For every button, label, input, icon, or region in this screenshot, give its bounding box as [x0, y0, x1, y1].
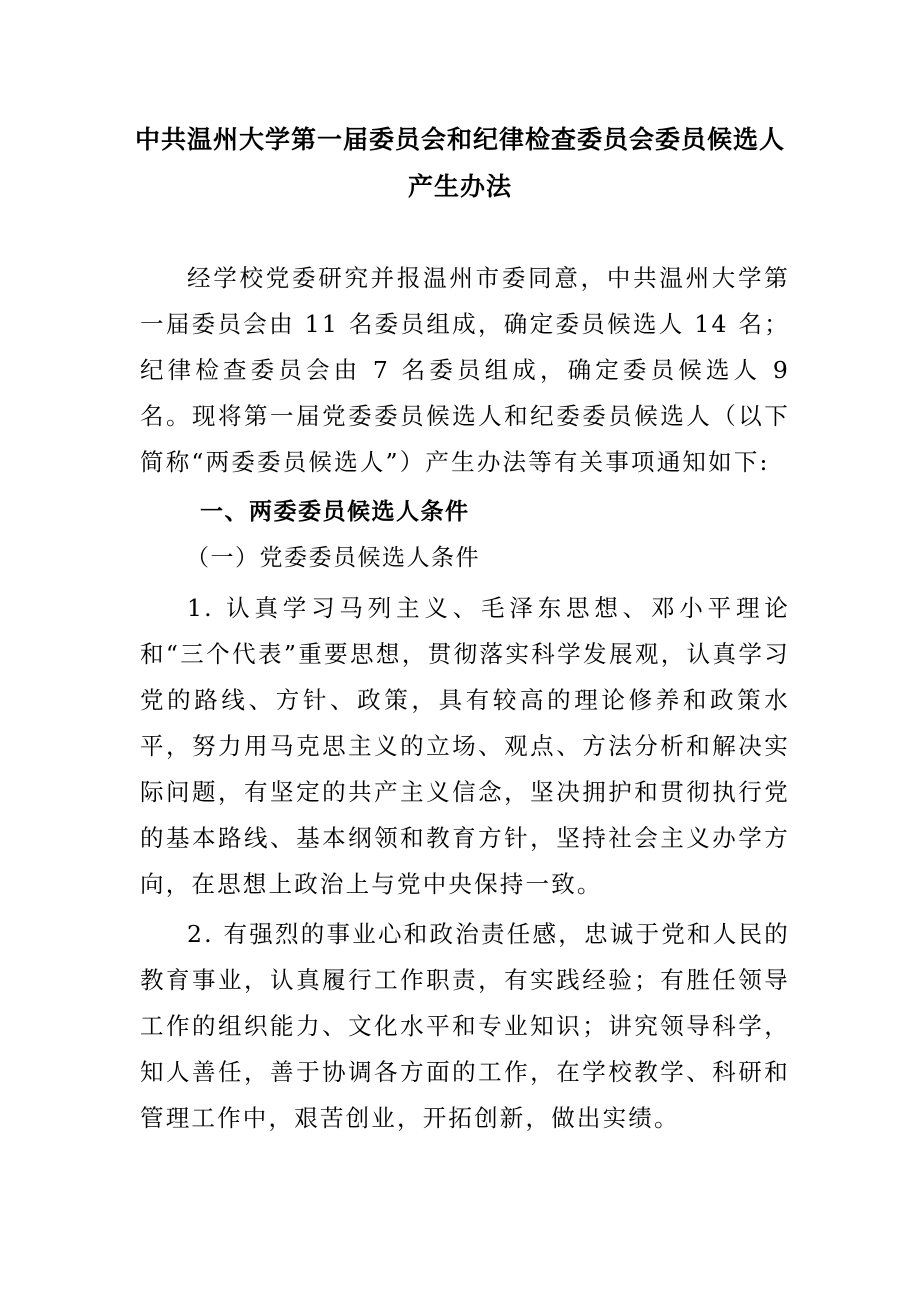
condition-item-1: 1. 认真学习马列主义、毛泽东思想、邓小平理论和“三个代表”重要思想，贯彻落实科学发展观，认真学习党的路线、方针、政策，具有较高的理论修养和政策水平，努力用马克思主义的立场、观点、方法分析和解决实际问题，有坚定的共产主义信念，坚决拥护和贯彻执行党的基本路线、基本纲领和教育方针，坚持社会主义办学方向，在思想上政治上与党中央保持一致。	[140, 594, 790, 898]
condition-item-2: 2. 有强烈的事业心和政治责任感，忠诚于党和人民的教育事业，认真履行工作职责，有实践经验；有胜任领导工作的组织能力、文化水平和专业知识；讲究领导科学，知人善任，善于协调各方面的工作，在学校教学、科研和管理工作中，艰苦创业，开拓创新，做出实绩。	[140, 920, 790, 1132]
intro-paragraph: 经学校党委研究并报温州市委同意，中共温州大学第一届委员会由 11 名委员组成，确定委员候选人 14 名；纪律检查委员会由 7 名委员组成，确定委员候选人 9 名。现将第一届党委委员候选人和纪委委员候选人（以下简称“两委委员候选人”）产生办法等有关事项通知如下:	[140, 264, 790, 476]
section-heading-candidate-conditions: 一、两委委员候选人条件	[200, 499, 470, 525]
document-title-line-2: 产生办法	[407, 172, 512, 201]
document-title-line-1: 中共温州大学第一届委员会和纪律检查委员会委员候选人	[134, 125, 785, 154]
subsection-heading-party-committee: （一）党委委员候选人条件	[186, 545, 480, 571]
